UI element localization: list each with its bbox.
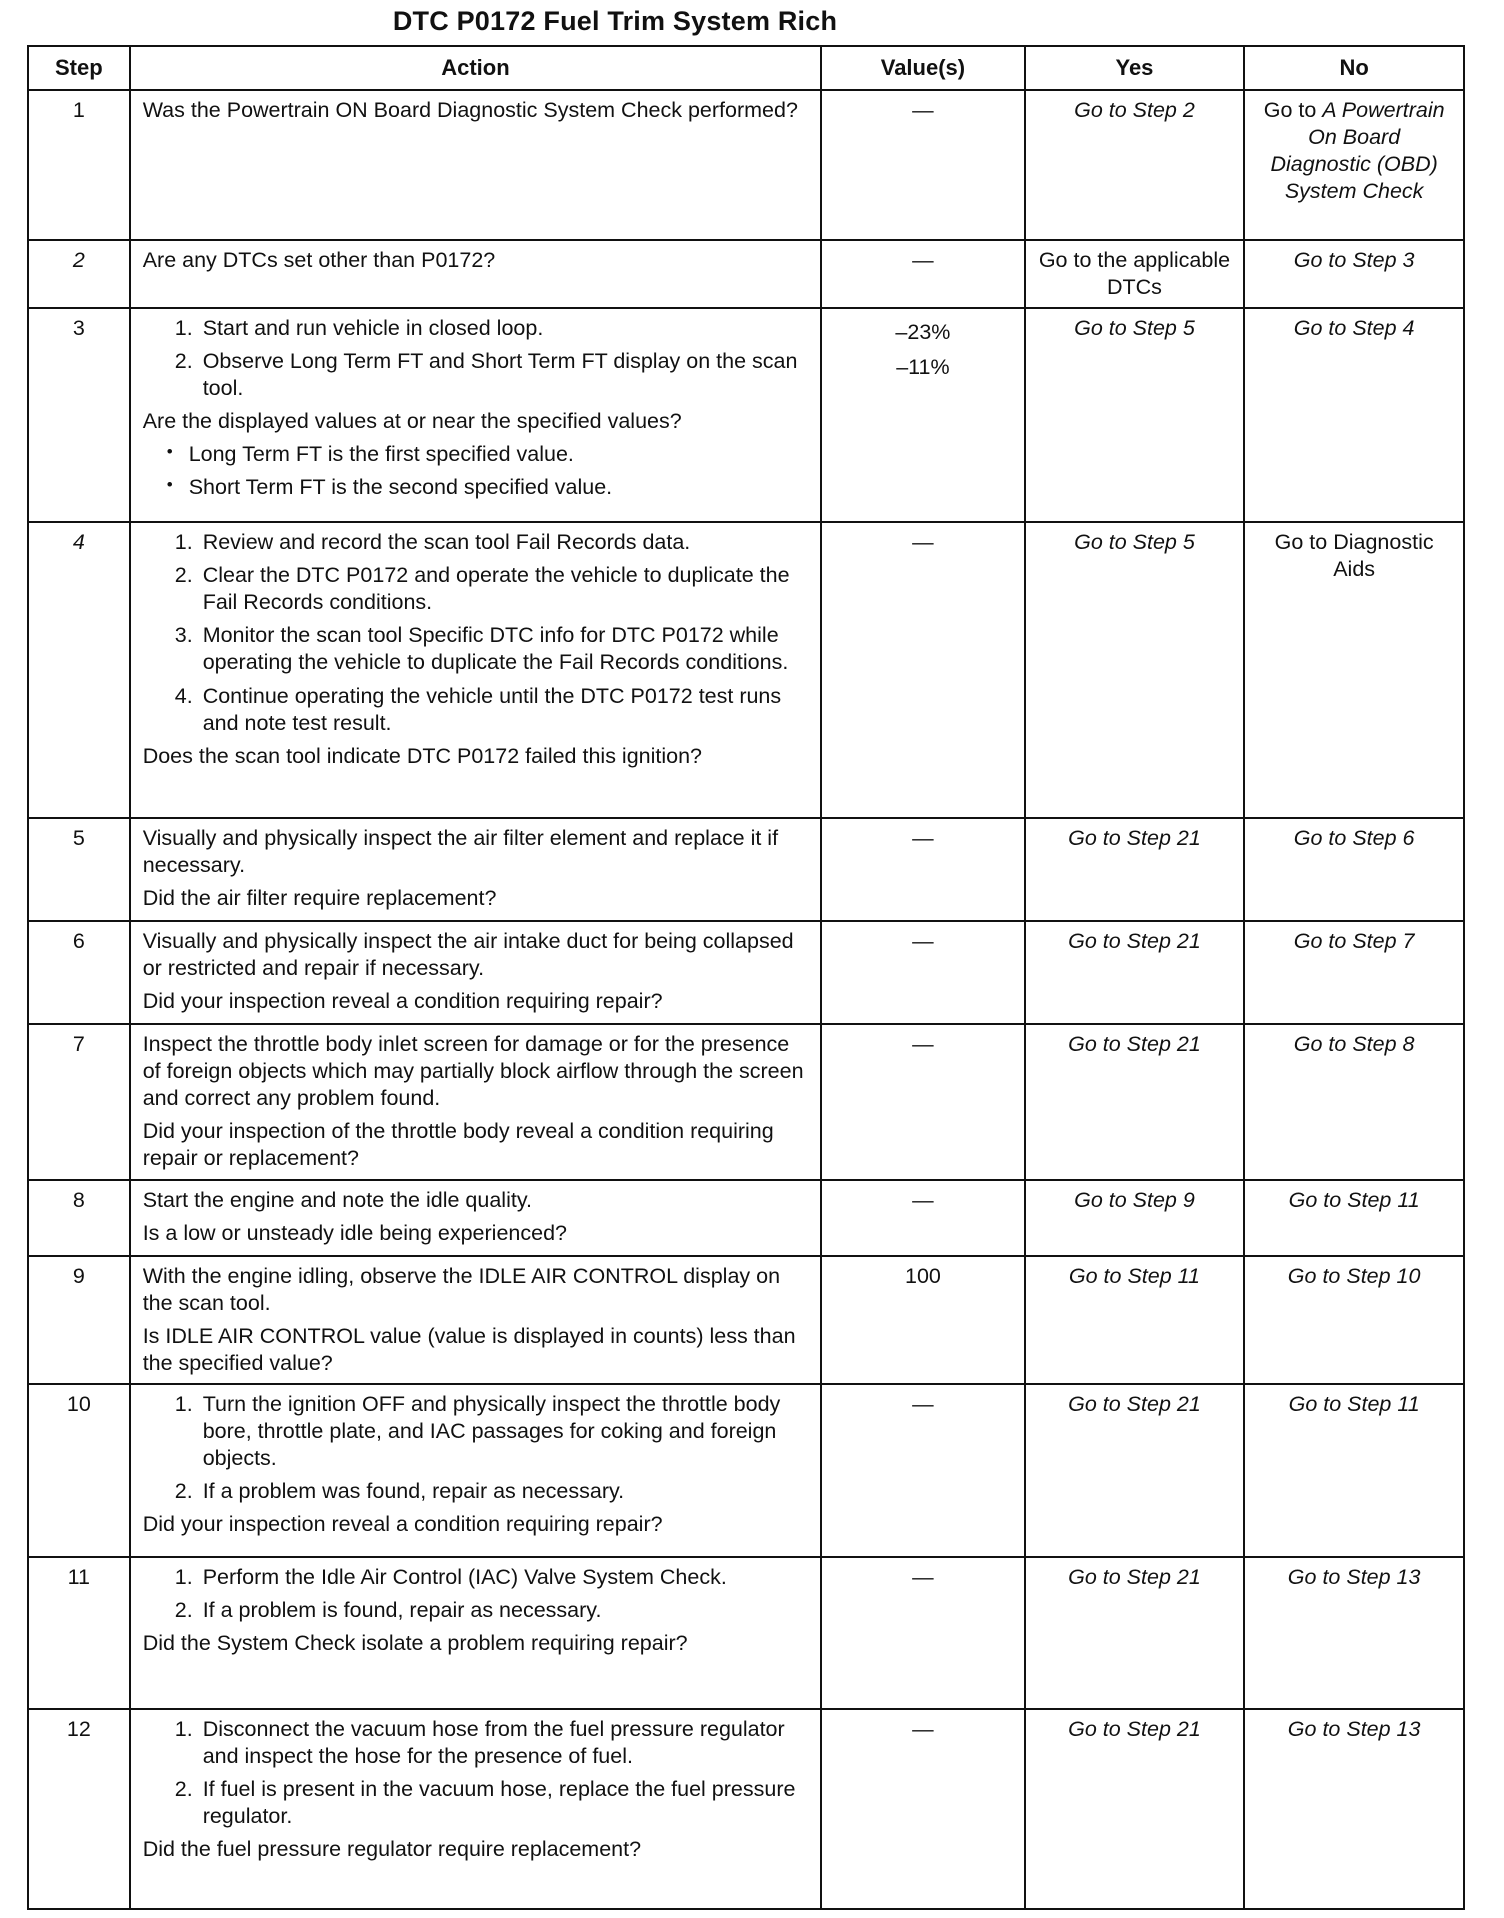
action-steps — [143, 1391, 809, 1505]
table-row — [28, 1256, 1464, 1384]
table-row — [28, 921, 1464, 1024]
step-number: 4 — [28, 522, 130, 818]
column-header-yes: Yes — [1025, 46, 1245, 90]
action-step: 1. Perform the Idle Air Control (IAC) Valve System Check. — [199, 1564, 809, 1591]
no-prefix: Go to — [1263, 98, 1323, 122]
value-cell: — — [821, 90, 1024, 240]
action-text: With the engine idling, observe the IDLE AIR CONTROL display on the scan tool. — [142, 1263, 781, 1315]
action-text: Visually and physically inspect the air filter element and replace it if necessary. — [142, 826, 779, 878]
diagnostic-table — [27, 45, 1465, 1910]
no-cell: Go to Step 8 — [1244, 1024, 1464, 1179]
action-cell — [130, 1024, 822, 1179]
no-cell: Go to Step 3 — [1244, 240, 1464, 308]
action-question: Are the displayed values at or near the specified values? — [142, 409, 682, 434]
yes-cell: Go to Step 2 — [1025, 90, 1245, 240]
action-text: Start the engine and note the idle quality. — [142, 1187, 532, 1212]
action-step: 4. Continue operating the vehicle until the DTC P0172 test runs and note test result. — [199, 683, 809, 737]
action-cell — [130, 1180, 822, 1256]
action-step: 2. Observe Long Term FT and Short Term FT display on the scan tool. — [199, 348, 809, 402]
value-cell: 100 — [821, 1256, 1024, 1384]
action-steps — [143, 1564, 809, 1624]
value-cell: — — [821, 1557, 1024, 1709]
table-row — [28, 308, 1464, 522]
no-cell: Go to Step 6 — [1244, 818, 1464, 921]
no-cell: Go to Step 10 — [1244, 1256, 1464, 1384]
column-header-action: Action — [130, 46, 822, 90]
step-number: 6 — [28, 921, 130, 1024]
value-cell: — — [821, 522, 1024, 818]
yes-cell: Go to the applicable DTCs — [1025, 240, 1245, 308]
value-cell: — — [821, 1024, 1024, 1179]
step-number: 11 — [28, 1557, 130, 1709]
action-cell — [130, 90, 822, 240]
action-step: 2. If fuel is present in the vacuum hose, replace the fuel pressure regulator. — [199, 1776, 809, 1830]
yes-cell: Go to Step 9 — [1025, 1180, 1245, 1256]
action-steps — [143, 529, 809, 737]
action-question: Did the air filter require replacement? — [142, 886, 497, 911]
value-cell: — — [821, 1384, 1024, 1557]
action-step: 2. If a problem is found, repair as necessary. — [199, 1597, 809, 1624]
table-row — [28, 1557, 1464, 1709]
action-text: Inspect the throttle body inlet screen for damage or for the presence of foreign objects which may partially block airflow through the screen and correct any problem found. — [142, 1032, 804, 1111]
action-cell — [130, 1557, 822, 1709]
action-text: Visually and physically inspect the air intake duct for being collapsed or restricted and repair if necessary. — [142, 929, 794, 981]
yes-cell: Go to Step 21 — [1025, 921, 1245, 1024]
yes-cell: Go to Step 5 — [1025, 308, 1245, 522]
yes-cell: Go to Step 21 — [1025, 818, 1245, 921]
no-cell: Go to Diagnostic Aids — [1244, 522, 1464, 818]
yes-cell: Go to Step 11 — [1025, 1256, 1245, 1384]
step-number: 8 — [28, 1180, 130, 1256]
action-step: 1. Turn the ignition OFF and physically inspect the throttle body bore, throttle plate, and IAC passages for coking and foreign objects. — [199, 1391, 809, 1472]
no-cell: Go to Step 11 — [1244, 1180, 1464, 1256]
no-cell: Go to Step 13 — [1244, 1709, 1464, 1909]
action-question: Are any DTCs set other than P0172? — [142, 248, 496, 272]
step-number: 3 — [28, 308, 130, 522]
no-cell — [1244, 90, 1464, 240]
action-cell — [130, 1709, 822, 1909]
action-cell — [130, 1384, 822, 1557]
step-number: 9 — [28, 1256, 130, 1384]
yes-cell: Go to Step 21 — [1025, 1557, 1245, 1709]
yes-cell: Go to Step 21 — [1025, 1709, 1245, 1909]
table-row — [28, 90, 1464, 240]
no-cell: Go to Step 13 — [1244, 1557, 1464, 1709]
table-row — [28, 1024, 1464, 1179]
action-question: Did your inspection reveal a condition requiring repair? — [142, 1512, 663, 1537]
action-step: 1. Disconnect the vacuum hose from the fuel pressure regulator and inspect the hose for the presence of fuel. — [199, 1716, 809, 1770]
action-question: Did your inspection of the throttle body reveal a condition requiring repair or replacement? — [142, 1119, 774, 1171]
table-row — [28, 818, 1464, 921]
table-header-row — [28, 46, 1464, 90]
action-bullet: • Long Term FT is the first specified value. — [189, 441, 809, 468]
step-number: 7 — [28, 1024, 130, 1179]
column-header-no: No — [1244, 46, 1464, 90]
column-header-values: Value(s) — [821, 46, 1024, 90]
value-cell: — — [821, 1709, 1024, 1909]
action-cell — [130, 522, 822, 818]
value-long-term-ft: –23% — [895, 320, 951, 345]
step-number: 10 — [28, 1384, 130, 1557]
step-number: 2 — [28, 240, 130, 308]
value-cell: — — [821, 240, 1024, 308]
step-number: 1 — [28, 90, 130, 240]
value-cell: — — [821, 1180, 1024, 1256]
table-row — [28, 240, 1464, 308]
no-cell: Go to Step 11 — [1244, 1384, 1464, 1557]
value-short-term-ft: –11% — [896, 354, 950, 379]
action-step: 1. Start and run vehicle in closed loop. — [199, 315, 809, 342]
action-step: 2. If a problem was found, repair as necessary. — [199, 1478, 809, 1505]
action-step: 2. Clear the DTC P0172 and operate the vehicle to duplicate the Fail Records conditions. — [199, 562, 809, 616]
action-cell — [130, 818, 822, 921]
action-bullet: • Short Term FT is the second specified value. — [189, 474, 809, 501]
action-steps — [143, 1716, 809, 1830]
yes-cell: Go to Step 21 — [1025, 1024, 1245, 1179]
table-row — [28, 1180, 1464, 1256]
table-row — [28, 522, 1464, 818]
value-cell — [821, 308, 1024, 522]
table-row — [28, 1709, 1464, 1909]
action-step: 3. Monitor the scan tool Specific DTC info for DTC P0172 while operating the vehicle to duplicate the Fail Records conditions. — [199, 622, 809, 676]
table-row — [28, 1384, 1464, 1557]
action-question: Was the Powertrain ON Board Diagnostic System Check performed? — [142, 98, 798, 122]
yes-cell: Go to Step 21 — [1025, 1384, 1245, 1557]
action-question: Is a low or unsteady idle being experienced? — [142, 1220, 567, 1245]
action-question: Did the System Check isolate a problem requiring repair? — [142, 1631, 688, 1656]
action-cell — [130, 308, 822, 522]
action-question: Is IDLE AIR CONTROL value (value is displayed in counts) less than the specified value? — [142, 1323, 796, 1375]
action-step: 1. Review and record the scan tool Fail Records data. — [199, 529, 809, 556]
action-steps — [143, 315, 809, 402]
action-cell — [130, 921, 822, 1024]
column-header-step: Step — [28, 46, 130, 90]
action-cell — [130, 240, 822, 308]
value-cell: — — [821, 921, 1024, 1024]
action-question: Did the fuel pressure regulator require replacement? — [142, 1837, 642, 1862]
action-cell — [130, 1256, 822, 1384]
value-cell: — — [821, 818, 1024, 921]
action-bullets — [143, 441, 809, 500]
action-question: Did your inspection reveal a condition requiring repair? — [142, 989, 663, 1014]
no-reference: A Powertrain On Board Diagnostic (OBD) System Check — [1270, 98, 1445, 204]
no-cell: Go to Step 4 — [1244, 308, 1464, 522]
step-number: 5 — [28, 818, 130, 921]
page-title: DTC P0172 Fuel Trim System Rich — [392, 6, 838, 36]
step-number: 12 — [28, 1709, 130, 1909]
yes-cell: Go to Step 5 — [1025, 522, 1245, 818]
no-cell: Go to Step 7 — [1244, 921, 1464, 1024]
action-question: Does the scan tool indicate DTC P0172 failed this ignition? — [142, 743, 703, 768]
